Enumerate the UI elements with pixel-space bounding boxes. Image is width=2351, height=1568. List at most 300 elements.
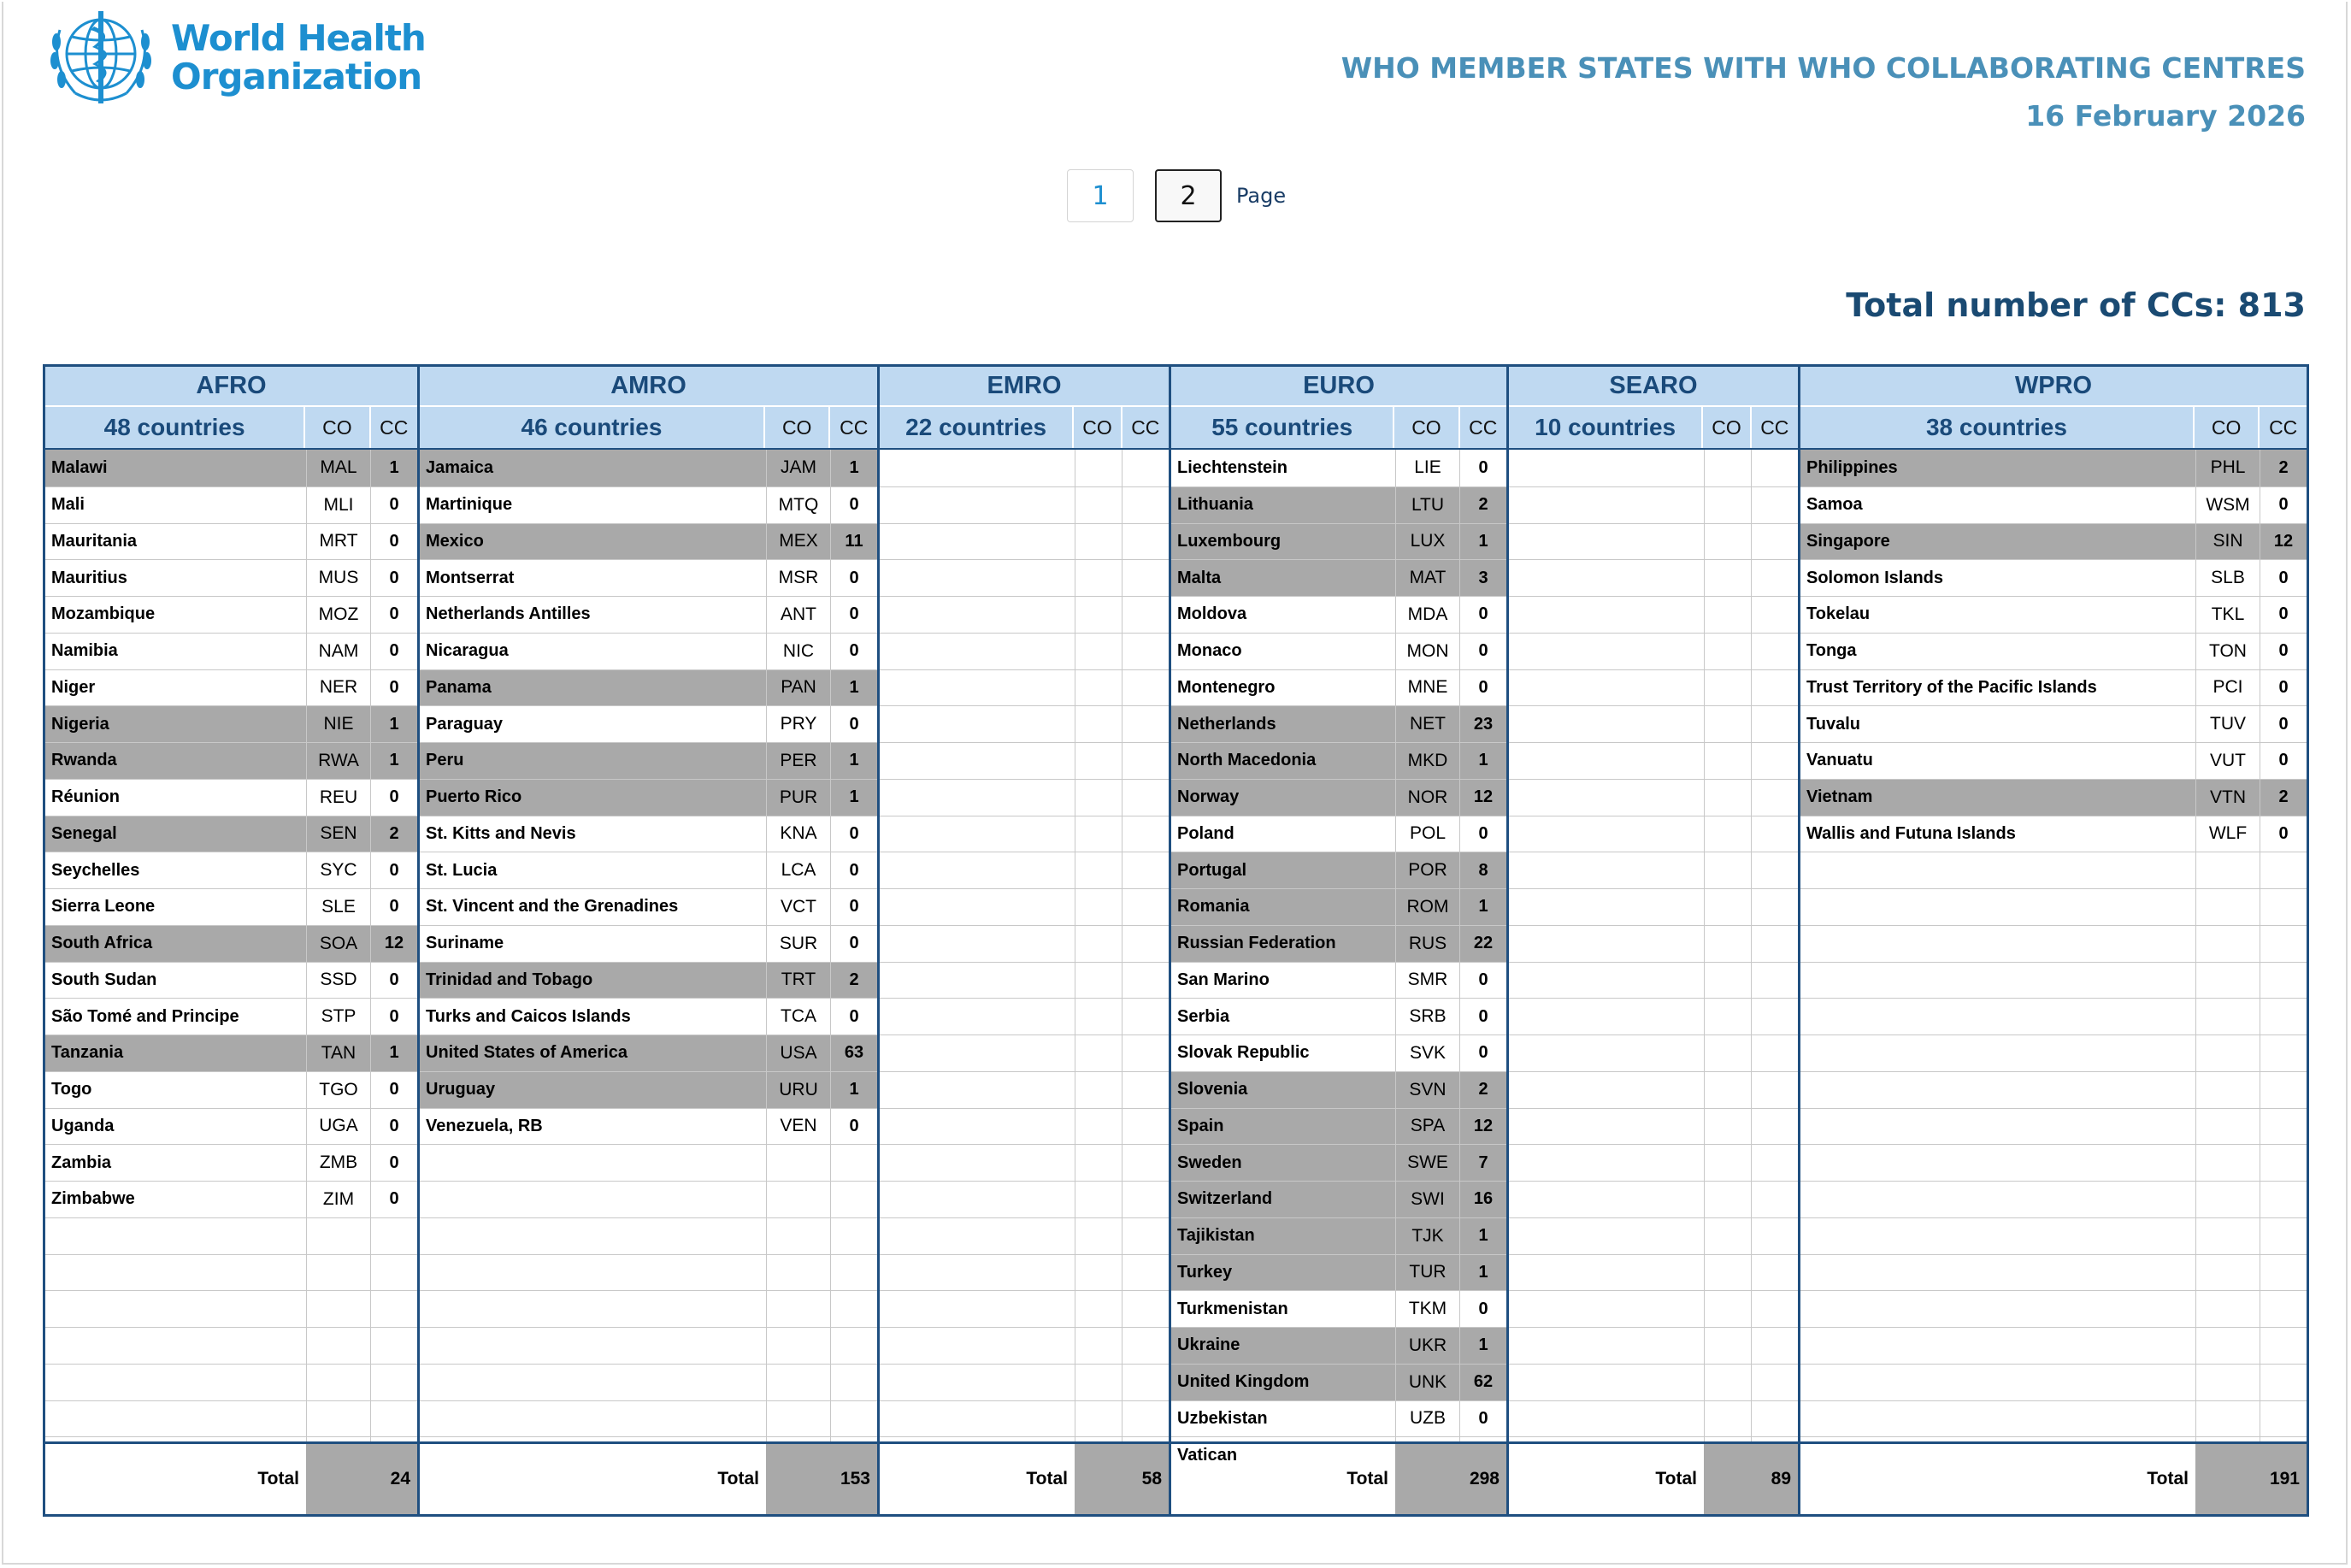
cc-count: 2 [1459, 1072, 1506, 1108]
empty-row [880, 1327, 1169, 1364]
country-name: Spain [1177, 1116, 1224, 1135]
co-column-header: CO [2193, 407, 2259, 448]
cc-count: 0 [1459, 1401, 1506, 1437]
country-code [1704, 1109, 1751, 1145]
empty-row [1509, 998, 1798, 1035]
empty-row [420, 1181, 877, 1217]
country-name: Malawi [51, 457, 108, 477]
country-code: PRY [766, 706, 830, 742]
cc-count [1122, 634, 1169, 669]
country-code [2195, 1182, 2260, 1217]
country-name: Monaco [1177, 641, 1242, 661]
cc-count [1751, 780, 1798, 816]
empty-row [1800, 1035, 2307, 1071]
table-row [1171, 1364, 1506, 1400]
cc-count [1751, 1401, 1798, 1437]
cc-count [2260, 1401, 2307, 1437]
cc-count: 0 [1459, 597, 1506, 633]
empty-row [420, 1254, 877, 1291]
cc-column-header: CC [1458, 407, 1506, 448]
cc-count [1751, 670, 1798, 706]
country-code: TUV [2195, 706, 2260, 742]
country-code: TUR [1395, 1255, 1459, 1291]
cc-count [1122, 1365, 1169, 1400]
region-total-value: 24 [306, 1444, 417, 1514]
cc-count [1122, 560, 1169, 596]
cc-count: 1 [830, 780, 877, 816]
country-name [1509, 487, 1704, 523]
country-name: Uzbekistan [1177, 1408, 1268, 1428]
logo-text-line2: Organization [171, 56, 422, 97]
empty-row [880, 852, 1169, 888]
cc-count: 0 [370, 1182, 417, 1217]
country-code [1075, 560, 1122, 596]
country-code: RUS [1395, 926, 1459, 962]
country-name: United States of America [426, 1043, 628, 1063]
cc-count: 16 [1459, 1182, 1506, 1217]
country-code: NOR [1395, 780, 1459, 816]
country-name: Turks and Caicos Islands [426, 1006, 631, 1026]
cc-count: 0 [830, 889, 877, 925]
country-code: SEN [306, 816, 370, 852]
country-name: Slovak Republic [1177, 1043, 1310, 1063]
country-code [2195, 1291, 2260, 1327]
empty-row [1509, 1035, 1798, 1071]
country-code: MKD [1395, 743, 1459, 779]
country-name: Trust Territory of the Pacific Islands [1806, 677, 2097, 697]
region-total-value: 153 [766, 1444, 877, 1514]
region-name: AFRO [45, 367, 417, 405]
country-code: NET [1395, 706, 1459, 742]
country-code [2195, 1255, 2260, 1291]
country-name: Uruguay [426, 1080, 496, 1099]
country-code: MRT [306, 524, 370, 560]
country-code [1075, 1328, 1122, 1364]
country-code [1704, 524, 1751, 560]
cc-count [1751, 889, 1798, 925]
country-name: Peru [426, 751, 464, 770]
table-row [420, 816, 877, 852]
empty-row [45, 1254, 417, 1291]
who-logo[interactable] [41, 4, 426, 110]
country-name: Switzerland [1177, 1189, 1273, 1209]
table-row [1800, 705, 2307, 742]
country-name [880, 524, 1075, 560]
cc-count: 0 [370, 1072, 417, 1108]
cc-count [1751, 634, 1798, 669]
cc-count: 2 [2260, 780, 2307, 816]
country-name [1509, 852, 1704, 888]
table-row [420, 925, 877, 962]
table-row [45, 669, 417, 706]
country-code: MDA [1395, 597, 1459, 633]
country-name: Suriname [426, 934, 504, 953]
cc-count [1122, 1328, 1169, 1364]
empty-row [880, 888, 1169, 925]
country-name [1509, 1328, 1704, 1364]
country-name: Liechtenstein [1177, 457, 1287, 477]
country-name [1800, 889, 2195, 925]
empty-row [1509, 816, 1798, 852]
country-code [1075, 963, 1122, 999]
country-code: WLF [2195, 816, 2260, 852]
cc-count [370, 1291, 417, 1327]
country-name [1509, 1401, 1704, 1437]
country-code: LCA [766, 852, 830, 888]
country-name: St. Kitts and Nevis [426, 823, 576, 843]
country-code [1075, 1291, 1122, 1327]
empty-row [1800, 1400, 2307, 1437]
cc-count [830, 1328, 877, 1364]
empty-row [45, 1290, 417, 1327]
country-name [1800, 1145, 2195, 1181]
country-code: TRT [766, 963, 830, 999]
table-row [45, 962, 417, 999]
cc-count [1751, 706, 1798, 742]
cc-count [1751, 1218, 1798, 1254]
table-row [45, 888, 417, 925]
country-code [766, 1365, 830, 1400]
country-name [1800, 1291, 2195, 1327]
empty-row [420, 1400, 877, 1437]
country-code: USA [766, 1035, 830, 1071]
logo-text-line1: World Health [171, 17, 426, 59]
cc-count [2260, 1255, 2307, 1291]
total-label: Total [1655, 1469, 1697, 1488]
empty-row [1509, 779, 1798, 816]
cc-count: 0 [830, 999, 877, 1035]
country-code [766, 1218, 830, 1254]
empty-row [1509, 852, 1798, 888]
region-emro [877, 364, 1171, 1517]
cc-count [2260, 1328, 2307, 1364]
country-code [1075, 926, 1122, 962]
cc-count [830, 1401, 877, 1437]
country-name: Uganda [51, 1116, 115, 1135]
table-row [1171, 1217, 1506, 1254]
table-row [1800, 742, 2307, 779]
region-subheader [1509, 405, 1798, 448]
region-total-value: 298 [1395, 1444, 1506, 1514]
cc-count [1122, 524, 1169, 560]
empty-row [1509, 1327, 1798, 1364]
empty-row [45, 1364, 417, 1400]
country-code: VCT [766, 889, 830, 925]
cc-count [2260, 1145, 2307, 1181]
country-code: MTQ [766, 487, 830, 523]
country-name [1509, 670, 1704, 706]
cc-count [830, 1255, 877, 1291]
country-code [2195, 1109, 2260, 1145]
country-code [1075, 1218, 1122, 1254]
country-name: Ukraine [1177, 1335, 1240, 1355]
country-name: Romania [1177, 897, 1250, 917]
country-code [1704, 560, 1751, 596]
country-code: UKR [1395, 1328, 1459, 1364]
cc-count: 0 [2260, 634, 2307, 669]
empty-row [880, 450, 1169, 486]
empty-row [880, 1071, 1169, 1108]
table-row [1800, 669, 2307, 706]
cc-count: 0 [830, 926, 877, 962]
country-name: Jamaica [426, 457, 493, 477]
country-name: Solomon Islands [1806, 568, 1944, 587]
country-code [2195, 999, 2260, 1035]
cc-count: 12 [1459, 1109, 1506, 1145]
empty-row [880, 925, 1169, 962]
country-name [880, 450, 1075, 486]
table-row [1171, 1035, 1506, 1071]
country-name [880, 1218, 1075, 1254]
cc-count: 22 [1459, 926, 1506, 962]
cc-count [2260, 1291, 2307, 1327]
cc-count: 0 [370, 889, 417, 925]
cc-count: 1 [830, 670, 877, 706]
empty-row [1509, 1290, 1798, 1327]
table-row [1171, 962, 1506, 999]
country-name [1509, 1218, 1704, 1254]
cc-count: 0 [370, 1109, 417, 1145]
country-code [1075, 743, 1122, 779]
table-row [420, 1035, 877, 1071]
table-row [420, 559, 877, 596]
country-code: SOA [306, 926, 370, 962]
country-code [1704, 1072, 1751, 1108]
page-title: WHO MEMBER STATES WITH WHO COLLABORATING CENTRES [1340, 51, 2306, 85]
country-code: NAM [306, 634, 370, 669]
table-row [1171, 779, 1506, 816]
country-code [2195, 852, 2260, 888]
country-code: SWI [1395, 1182, 1459, 1217]
country-name [1800, 1365, 2195, 1400]
table-row [420, 633, 877, 669]
country-code [2195, 1401, 2260, 1437]
cc-count [1751, 852, 1798, 888]
cc-count: 1 [830, 743, 877, 779]
table-row [420, 596, 877, 633]
country-code: SWE [1395, 1145, 1459, 1181]
empty-row [1509, 1254, 1798, 1291]
country-code: UNK [1395, 1365, 1459, 1400]
empty-row [1800, 962, 2307, 999]
table-row [1171, 1327, 1506, 1364]
table-row [1800, 450, 2307, 486]
cc-count: 0 [370, 634, 417, 669]
cc-count: 0 [830, 597, 877, 633]
cc-count [1122, 1182, 1169, 1217]
table-row [1171, 596, 1506, 633]
cc-column-header: CC [828, 407, 877, 448]
country-code [2195, 963, 2260, 999]
empty-row [1509, 450, 1798, 486]
country-code [2195, 889, 2260, 925]
country-name [1509, 1365, 1704, 1400]
cc-count: 3 [1459, 560, 1506, 596]
empty-row [1509, 1364, 1798, 1400]
country-name: Lithuania [1177, 495, 1253, 515]
country-code [766, 1328, 830, 1364]
cc-count [1122, 852, 1169, 888]
cc-count [1751, 1328, 1798, 1364]
region-subheader [1800, 405, 2307, 448]
empty-row [1509, 523, 1798, 560]
regions-table [43, 364, 2309, 1517]
cc-count: 0 [2260, 743, 2307, 779]
cc-count: 0 [1459, 1291, 1506, 1327]
country-code [766, 1182, 830, 1217]
cc-count: 1 [1459, 889, 1506, 925]
empty-row [1509, 705, 1798, 742]
cc-count [1751, 1182, 1798, 1217]
country-code: NIE [306, 706, 370, 742]
country-code [766, 1145, 830, 1181]
country-name: Rwanda [51, 751, 117, 770]
empty-row [1800, 1071, 2307, 1108]
table-row [420, 779, 877, 816]
country-code [1704, 1291, 1751, 1327]
cc-count [1751, 963, 1798, 999]
cc-count [2260, 852, 2307, 888]
cc-count: 0 [830, 816, 877, 852]
region-subheader [1171, 405, 1506, 448]
cc-count: 1 [370, 743, 417, 779]
cc-count [2260, 1072, 2307, 1108]
cc-count [830, 1218, 877, 1254]
page-button-2[interactable]: 2 [1155, 169, 1222, 222]
country-code: MSR [766, 560, 830, 596]
country-name [880, 1035, 1075, 1071]
empty-row [45, 1400, 417, 1437]
country-code [1704, 1035, 1751, 1071]
logo-wordmark [171, 19, 426, 96]
country-code [1704, 780, 1751, 816]
empty-row [880, 1254, 1169, 1291]
total-label: Total [257, 1469, 299, 1488]
empty-row [1509, 596, 1798, 633]
empty-row [420, 1217, 877, 1254]
country-name: South Africa [51, 934, 153, 953]
table-row [420, 888, 877, 925]
empty-row [1509, 925, 1798, 962]
table-row [1800, 816, 2307, 852]
country-name [1509, 1035, 1704, 1071]
country-name [1509, 706, 1704, 742]
cc-count: 1 [1459, 1218, 1506, 1254]
cc-count: 2 [370, 816, 417, 852]
table-row [45, 450, 417, 486]
table-row [1171, 559, 1506, 596]
empty-row [880, 1217, 1169, 1254]
table-row [420, 450, 877, 486]
country-code [2195, 1328, 2260, 1364]
country-code [306, 1365, 370, 1400]
cc-column-header: CC [369, 407, 418, 448]
cc-count: 0 [830, 852, 877, 888]
country-name [880, 560, 1075, 596]
cc-count: 7 [1459, 1145, 1506, 1181]
region-afro [43, 364, 420, 1517]
country-code: NER [306, 670, 370, 706]
country-code: JAM [766, 450, 830, 486]
country-code [766, 1401, 830, 1437]
cc-count [370, 1365, 417, 1400]
cc-count: 0 [1459, 999, 1506, 1035]
country-name [880, 1072, 1075, 1108]
country-name: Wallis and Futuna Islands [1806, 823, 2016, 843]
country-name: Tokelau [1806, 604, 1871, 624]
country-code [1704, 1365, 1751, 1400]
country-code: ANT [766, 597, 830, 633]
cc-count [1122, 597, 1169, 633]
table-row [45, 1035, 417, 1071]
cc-count: 0 [2260, 597, 2307, 633]
country-name [420, 1145, 766, 1181]
region-name: SEARO [1509, 367, 1798, 405]
country-name [420, 1401, 766, 1437]
cc-count [2260, 1035, 2307, 1071]
cc-count [830, 1182, 877, 1217]
cc-count: 0 [2260, 706, 2307, 742]
country-code: TCA [766, 999, 830, 1035]
country-name [1509, 889, 1704, 925]
country-name: Seychelles [51, 860, 140, 880]
cc-count [2260, 1365, 2307, 1400]
country-code [1704, 487, 1751, 523]
country-name [1509, 743, 1704, 779]
country-name: Portugal [1177, 860, 1247, 880]
country-name [1800, 1218, 2195, 1254]
cc-count [1122, 780, 1169, 816]
cc-count: 8 [1459, 852, 1506, 888]
table-row [420, 1108, 877, 1145]
country-code [1704, 670, 1751, 706]
cc-count [1751, 487, 1798, 523]
country-code [306, 1255, 370, 1291]
country-name [1509, 1072, 1704, 1108]
empty-row [880, 705, 1169, 742]
country-name [420, 1182, 766, 1217]
cc-count: 63 [830, 1035, 877, 1071]
table-row [45, 1144, 417, 1181]
empty-row [880, 559, 1169, 596]
cc-count: 1 [830, 450, 877, 486]
table-row [1171, 1071, 1506, 1108]
table-row [1171, 1108, 1506, 1145]
cc-count [1122, 487, 1169, 523]
page-button-1[interactable]: 1 [1067, 169, 1134, 222]
country-code [2195, 1365, 2260, 1400]
table-row [1171, 852, 1506, 888]
cc-count: 1 [1459, 1328, 1506, 1364]
country-name [1800, 852, 2195, 888]
country-code: SYC [306, 852, 370, 888]
cc-count: 0 [370, 963, 417, 999]
table-row [45, 559, 417, 596]
country-code [1075, 852, 1122, 888]
country-code: MEX [766, 524, 830, 560]
country-name: Nicaragua [426, 641, 509, 661]
country-name [880, 1145, 1075, 1181]
cc-count [1122, 743, 1169, 779]
cc-count: 0 [830, 706, 877, 742]
country-name [880, 1109, 1075, 1145]
region-rows [1509, 448, 1798, 1441]
region-subheader [880, 405, 1169, 448]
country-name: North Macedonia [1177, 751, 1317, 770]
country-name: Tajikistan [1177, 1226, 1255, 1246]
country-name [1509, 597, 1704, 633]
region-euro [1169, 364, 1509, 1517]
